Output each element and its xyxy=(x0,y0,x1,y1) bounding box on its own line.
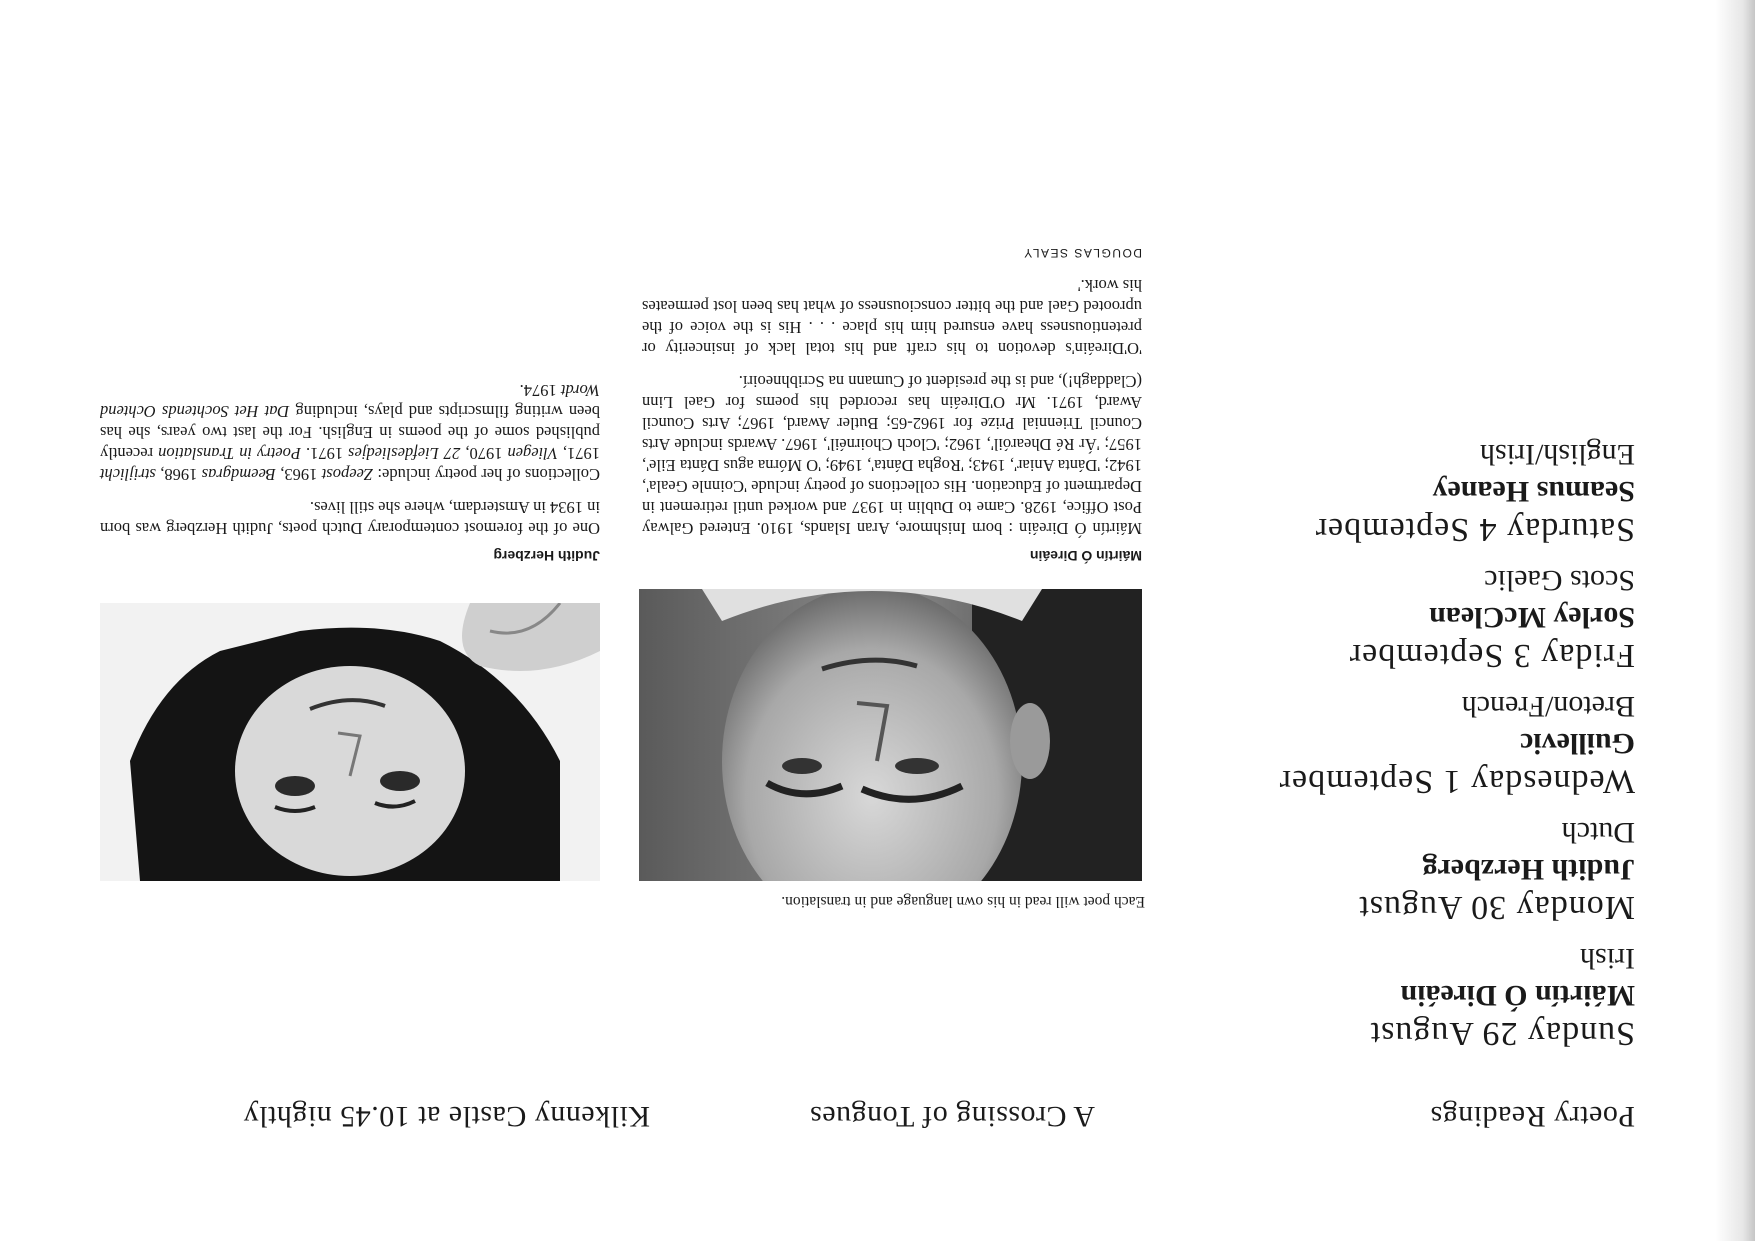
header-title: A Crossing of Tongues xyxy=(809,1100,1095,1133)
event-poet: Guillevic xyxy=(1520,726,1635,760)
event-poet: Sorley McClean xyxy=(1429,600,1635,634)
event-date: Saturday 4 September xyxy=(1314,510,1635,548)
translation-caption: Each poet will read in his own language and in translation. xyxy=(781,893,1145,910)
quote-attribution: DOUGLAS SEALY xyxy=(1022,246,1142,260)
event-date: Friday 3 September xyxy=(1348,636,1635,674)
event-language: Irish xyxy=(1580,942,1635,976)
binding-gutter-shadow xyxy=(1715,0,1755,1241)
event-poet: Judith Herzberg xyxy=(1422,852,1635,886)
text-run: recently published some of the poems in English. For the last two years, she has been writing filmscripts and plays, including xyxy=(99,402,600,463)
book-title: Vliegen xyxy=(507,444,558,463)
bio-heading: Judith Herzberg xyxy=(493,548,600,564)
event-entry xyxy=(1015,941,1635,1053)
odireain-portrait-image xyxy=(639,589,1142,881)
bio-heading: Máirtín Ó Direáin xyxy=(1029,548,1142,564)
event-language: Scots Gaelic xyxy=(1484,564,1635,598)
event-language: Breton/French xyxy=(1461,690,1635,724)
event-language: Dutch xyxy=(1561,816,1635,850)
event-date: Wednesday 1 September xyxy=(1278,762,1635,800)
text-run: 1963, xyxy=(275,465,322,484)
book-title: Dat Het Sochtends Ochtend Wordt xyxy=(100,381,600,421)
header-venue: Kilkenny Castle at 10.45 nightly xyxy=(243,1100,650,1133)
bio-paragraph xyxy=(100,380,600,485)
event-date: Sunday 29 August xyxy=(1369,1015,1635,1052)
odireain-bio xyxy=(642,242,1142,566)
event-poet: Seamus Heaney xyxy=(1432,474,1635,508)
header-series: Poetry Readings xyxy=(1430,1100,1635,1133)
bio-paragraph: One of the foremost contemporary Dutch poets, Judith Herzberg was born in 1934 in Amsterdam, where she still lives. xyxy=(100,498,600,538)
book-title: Poetry in Translation xyxy=(158,444,302,463)
herzberg-portrait-image xyxy=(100,603,600,881)
herzberg-photo xyxy=(100,603,600,881)
event-language: English/Irish xyxy=(1480,438,1635,472)
bio-quote: 'O'Direáin's devotion to his craft and his total lack of insincerity or pretentiousness have ensured him his place . . . His is the voice of the uprooted Gael and the bitter consciousness of what has been lost permeates his work.' xyxy=(642,276,1142,358)
text-run: 1974. xyxy=(519,381,561,400)
book-title: strijlicht xyxy=(99,465,156,484)
book-title: Zeepost xyxy=(321,465,374,484)
text-run: 1970, xyxy=(460,444,508,463)
page-header xyxy=(135,1093,1635,1133)
book-title: 27 Liefdesliedjes xyxy=(348,444,461,463)
odireain-photo xyxy=(639,589,1142,881)
text-run: 1971, xyxy=(557,444,600,463)
text-run: Collections of her poetry include: xyxy=(373,465,600,484)
text-run: 1968, xyxy=(155,465,202,484)
event-date: Monday 30 August xyxy=(1358,888,1635,926)
bio-paragraph: Máirtín Ó Direáin : born Inishmore, Aran Islands, 1910. Entered Galway Post Office, 1928. Came to Dublin in 1937 and worked until retirement in Department of Education. His collections of poetry include 'Coinnle Geala', 1942; 'Dánta Aniar', 1943; 'Rogha Dánta', 1949; 'O Mórna agus Dánta Eile', 1957; 'Ár Ré Dhearóil', 1962; 'Cloch Choirnéil', 1967. Awards include Arts Council Triennial Prize for 1962-65; Butler Award, 1967; Arts Council Award, 1971. Mr O'Direáin has recorded his poems for Gael Linn (Claddagh!), and is the president of Cumann na Scribhneoirí. xyxy=(642,372,1142,538)
herzberg-bio xyxy=(100,368,600,566)
text-run: 1971. xyxy=(301,444,349,463)
book-title: Beemdgras xyxy=(201,465,276,484)
event-poet: Máirtín Ó Direáin xyxy=(1400,978,1635,1012)
